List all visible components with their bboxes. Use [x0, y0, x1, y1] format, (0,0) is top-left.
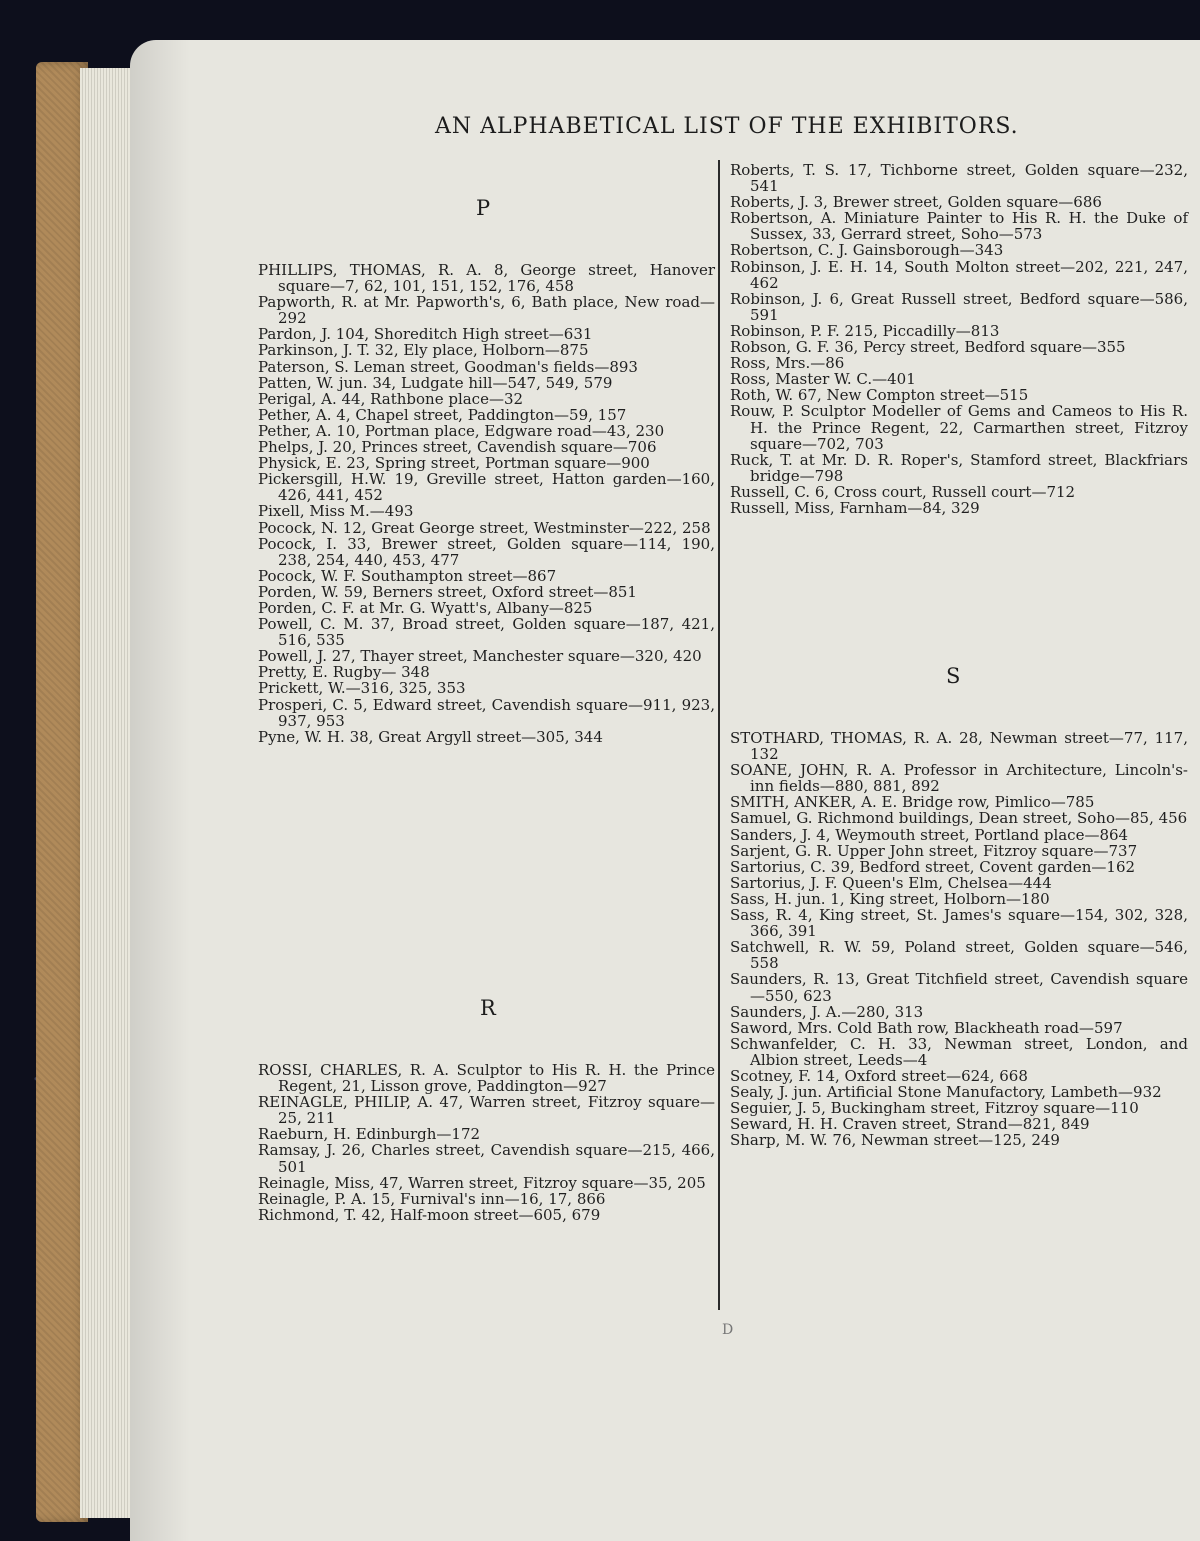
list-item: Sanders, J. 4, Weymouth street, Portland place—864 [730, 825, 1129, 844]
list-item: Papworth, R. at Mr. Papworth's, 6, Bath place, New road—292 [258, 293, 715, 328]
list-item: Reinagle, Miss, 47, Warren street, Fitzroy square—35, 205 [258, 1173, 706, 1192]
list-item: Pether, A. 4, Chapel street, Paddington—59, 157 [258, 405, 627, 424]
list-item: Reinagle, P. A. 15, Furnival's inn—16, 17, 866 [258, 1189, 606, 1208]
list-item: Pocock, W. F. Southampton street—867 [258, 566, 557, 585]
list-item: Prosperi, C. 5, Edward street, Cavendish square—911, 923, 937, 953 [258, 695, 715, 730]
list-item: Seguier, J. 5, Buckingham street, Fitzroy square—110 [730, 1099, 1139, 1118]
section-letter-p: P [476, 196, 491, 220]
list-item: Sartorius, J. F. Queen's Elm, Chelsea—444 [730, 873, 1052, 892]
list-item: Perigal, A. 44, Rathbone place—32 [258, 389, 524, 408]
list-item: Paterson, S. Leman street, Goodman's fields—893 [258, 357, 638, 376]
list-item: Robson, G. F. 36, Percy street, Bedford square—355 [730, 338, 1126, 357]
right-s-list [730, 730, 1188, 1148]
list-item: Robertson, C. J. Gainsborough—343 [730, 241, 1004, 260]
list-item: Pocock, I. 33, Brewer street, Golden square—114, 190, 238, 254, 440, 453, 477 [258, 534, 715, 569]
list-item: Pardon, J. 104, Shoreditch High street—631 [258, 325, 593, 344]
column-divider [718, 160, 720, 1310]
list-item: Scotney, F. 14, Oxford street—624, 668 [730, 1066, 1028, 1085]
list-item: REINAGLE, PHILIP, A. 47, Warren street, Fitzroy square—25, 211 [258, 1093, 715, 1128]
list-item: Powell, C. M. 37, Broad street, Golden square—187, 421, 516, 535 [258, 615, 715, 650]
page-title: AN ALPHABETICAL LIST OF THE EXHIBITORS. [435, 114, 1019, 139]
right-r-list [730, 162, 1188, 516]
left-p-list [258, 262, 715, 745]
list-item: Seward, H. H. Craven street, Strand—821, 849 [730, 1115, 1090, 1134]
list-item: Pocock, N. 12, Great George street, Westminster—222, 258 [258, 518, 711, 537]
list-item: ROSSI, CHARLES, R. A. Sculptor to His R. H. the Prince Regent, 21, Lisson grove, Paddington—927 [258, 1061, 715, 1096]
list-item: Sharp, M. W. 76, Newman street—125, 249 [730, 1131, 1060, 1150]
list-item: Pickersgill, H.W. 19, Greville street, Hatton garden—160, 426, 441, 452 [258, 470, 715, 505]
list-item: Physick, E. 23, Spring street, Portman square—900 [258, 454, 650, 473]
list-item: Sarjent, G. R. Upper John street, Fitzroy square—737 [730, 841, 1138, 860]
list-item: Sartorius, C. 39, Bedford street, Covent garden—162 [730, 857, 1136, 876]
list-item: Robinson, P. F. 215, Piccadilly—813 [730, 321, 1000, 340]
list-item: Pixell, Miss M.—493 [258, 502, 414, 521]
list-item: Robinson, J. E. H. 14, South Molton street—202, 221, 247, 462 [730, 257, 1188, 292]
list-item: PHILLIPS, THOMAS, R. A. 8, George street, Hanover square—7, 62, 101, 151, 152, 176, 458 [258, 261, 715, 296]
list-item: Pyne, W. H. 38, Great Argyll street—305, 344 [258, 727, 603, 746]
list-item: Rouw, P. Sculptor Modeller of Gems and Cameos to His R. H. the Prince Regent, 22, Carmarthen street, Fitzroy square—702, 703 [730, 402, 1188, 453]
list-item: Richmond, T. 42, Half-moon street—605, 679 [258, 1205, 601, 1224]
list-item: Powell, J. 27, Thayer street, Manchester square—320, 420 [258, 647, 702, 666]
section-letter-r: R [480, 996, 496, 1020]
list-item: Russell, Miss, Farnham—84, 329 [730, 498, 980, 517]
list-item: Phelps, J. 20, Princes street, Cavendish square—706 [258, 438, 657, 457]
list-item: Robertson, A. Miniature Painter to His R. H. the Duke of Sussex, 33, Gerrard street, Soho—573 [730, 209, 1188, 244]
list-item: Russell, C. 6, Cross court, Russell court—712 [730, 482, 1076, 501]
list-item: Roberts, T. S. 17, Tichborne street, Golden square—232, 541 [730, 161, 1188, 196]
section-letter-s: S [946, 664, 961, 688]
list-item: Sealy, J. jun. Artificial Stone Manufactory, Lambeth—932 [730, 1083, 1162, 1102]
list-item: Ramsay, J. 26, Charles street, Cavendish square—215, 466, 501 [258, 1141, 715, 1176]
list-item: SOANE, JOHN, R. A. Professor in Architecture, Lincoln's-inn fields—880, 881, 892 [730, 761, 1188, 796]
page-folio: D [722, 1322, 734, 1338]
list-item: Roth, W. 67, New Compton street—515 [730, 386, 1029, 405]
list-item: Ross, Master W. C.—401 [730, 370, 916, 389]
list-item: Porden, W. 59, Berners street, Oxford street—851 [258, 582, 637, 601]
list-item: Saword, Mrs. Cold Bath row, Blackheath road—597 [730, 1018, 1123, 1037]
list-item: Ross, Mrs.—86 [730, 354, 845, 373]
list-item: Pether, A. 10, Portman place, Edgware road—43, 230 [258, 421, 665, 440]
list-item: Sass, R. 4, King street, St. James's square—154, 302, 328, 366, 391 [730, 906, 1188, 941]
list-item: Parkinson, J. T. 32, Ely place, Holborn—875 [258, 341, 589, 360]
list-item: Schwanfelder, C. H. 33, Newman street, London, and Albion street, Leeds—4 [730, 1034, 1188, 1069]
list-item: Porden, C. F. at Mr. G. Wyatt's, Albany—825 [258, 598, 593, 617]
list-item: Robinson, J. 6, Great Russell street, Bedford square—586, 591 [730, 289, 1188, 324]
list-item: Raeburn, H. Edinburgh—172 [258, 1125, 481, 1144]
list-item: Samuel, G. Richmond buildings, Dean street, Soho—85, 456 [730, 809, 1188, 828]
list-item: Saunders, J. A.—280, 313 [730, 1002, 924, 1021]
list-item: Ruck, T. at Mr. D. R. Roper's, Stamford street, Blackfriars bridge—798 [730, 450, 1188, 485]
list-item: STOTHARD, THOMAS, R. A. 28, Newman street—77, 117, 132 [730, 729, 1188, 764]
list-item: Saunders, R. 13, Great Titchfield street, Cavendish square—550, 623 [730, 970, 1188, 1005]
list-item: Prickett, W.—316, 325, 353 [258, 679, 466, 698]
list-item: Pretty, E. Rugby— 348 [258, 663, 430, 682]
list-item: Patten, W. jun. 34, Ludgate hill—547, 549, 579 [258, 373, 613, 392]
left-r-list [258, 1062, 715, 1223]
list-item: Sass, H. jun. 1, King street, Holborn—180 [730, 889, 1050, 908]
list-item: Roberts, J. 3, Brewer street, Golden square—686 [730, 193, 1102, 212]
list-item: Satchwell, R. W. 59, Poland street, Golden square—546, 558 [730, 938, 1188, 973]
list-item: SMITH, ANKER, A. E. Bridge row, Pimlico—785 [730, 793, 1095, 812]
